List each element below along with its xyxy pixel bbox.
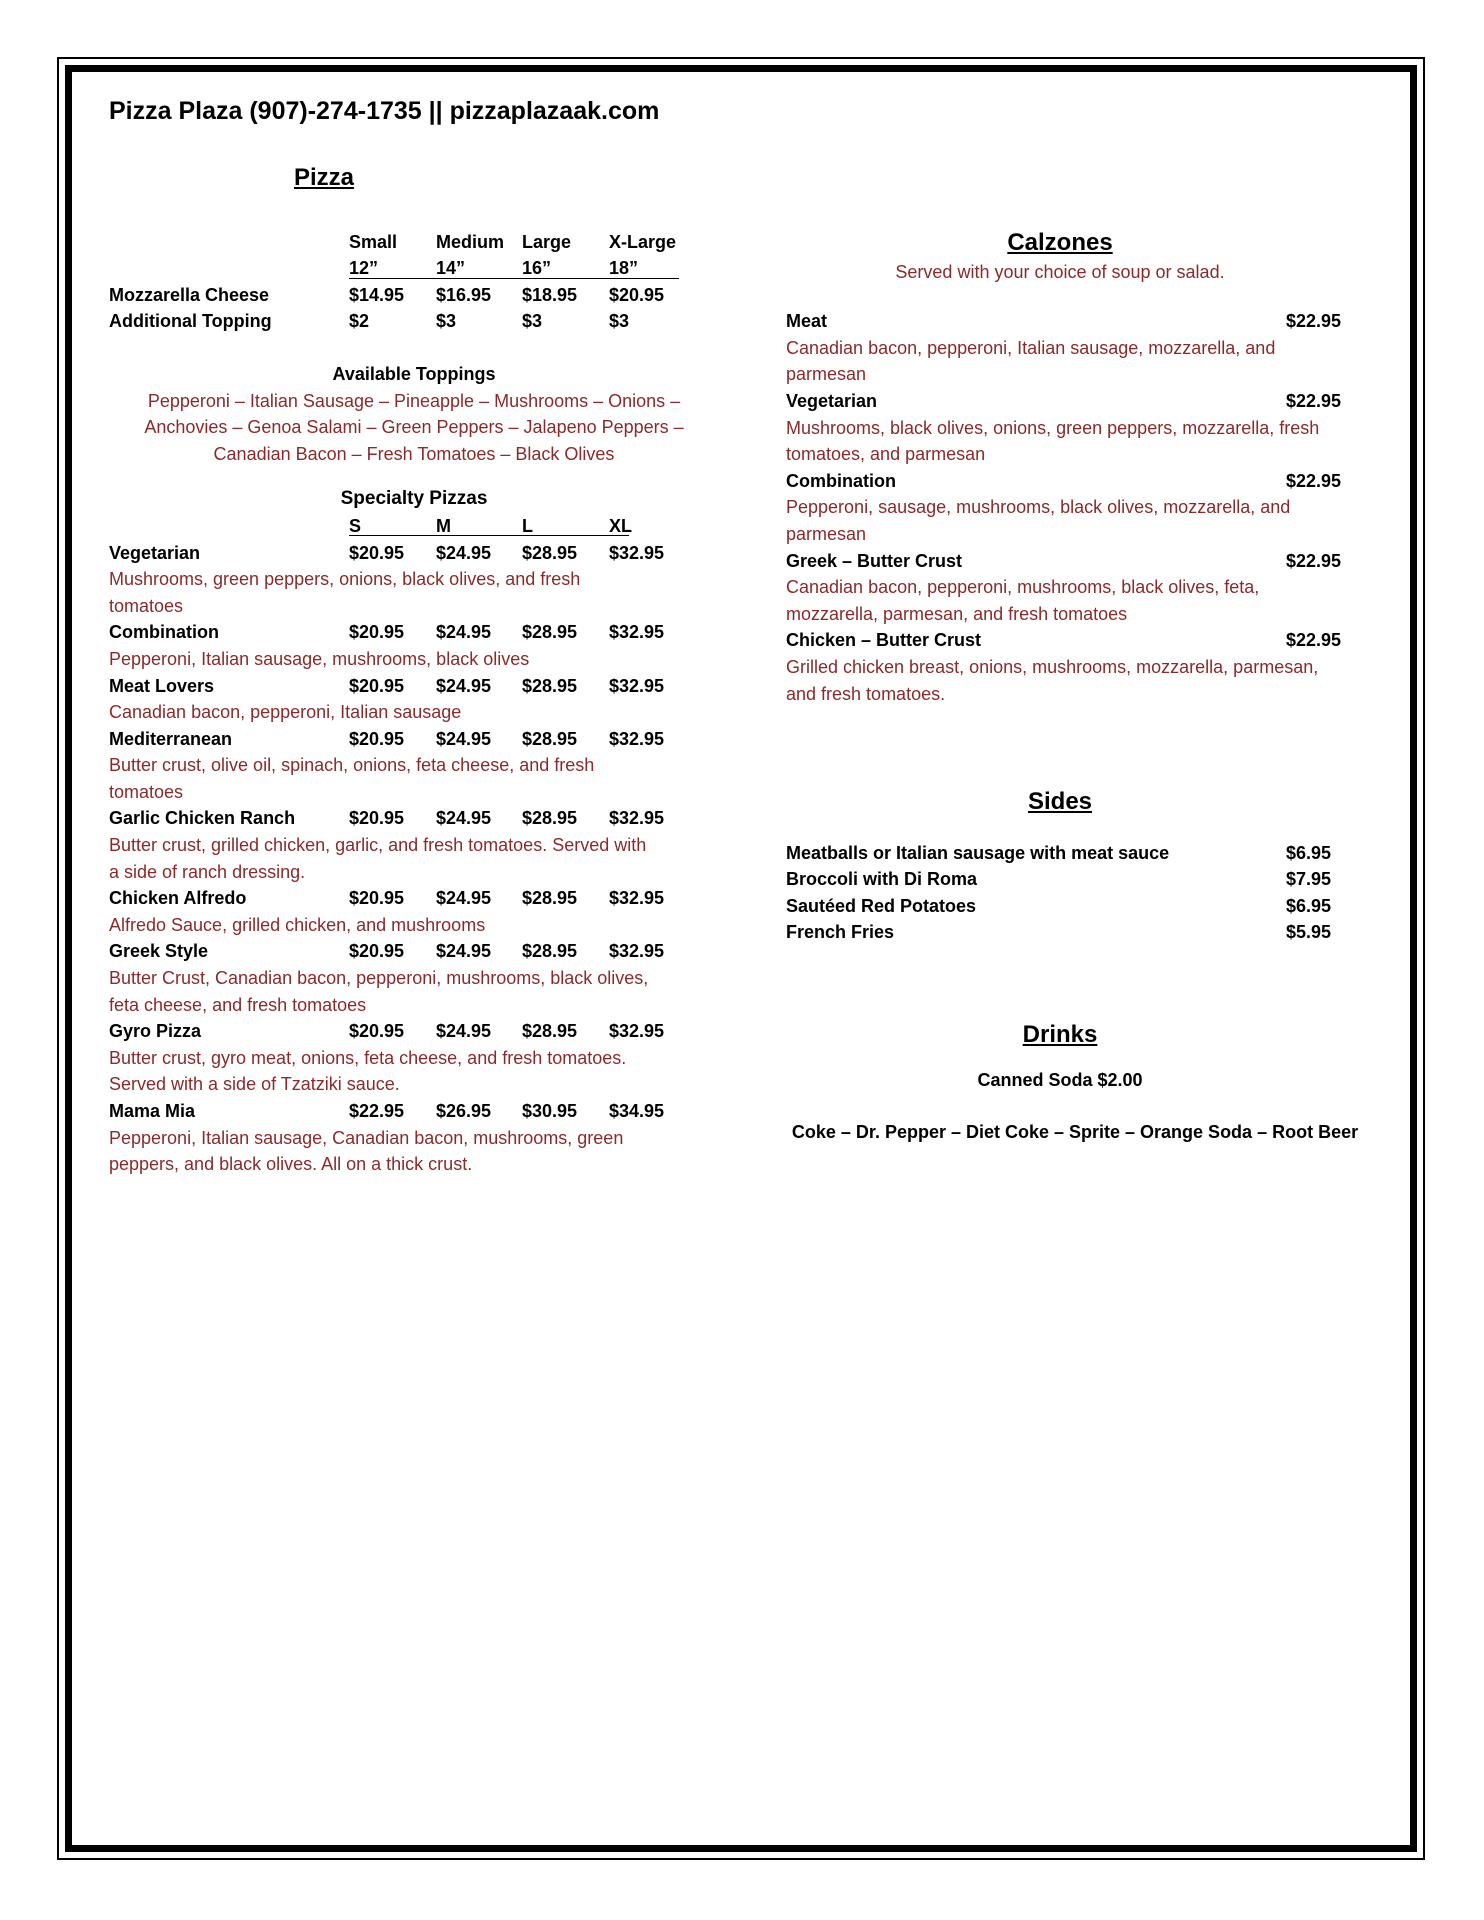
specialty-item [109, 726, 719, 753]
calzone-item [786, 468, 1386, 495]
specialty-description: Pepperoni, Italian sausage, mushrooms, black olives [109, 648, 530, 669]
drinks-section-title: Drinks [1022, 1021, 1098, 1049]
toppings-line: Anchovies – Genoa Salami – Green Peppers – Jalapeno Peppers – [144, 417, 684, 438]
size-underline [349, 513, 629, 536]
specialty-description: tomatoes [109, 595, 184, 616]
specialty-description: Mushrooms, green peppers, onions, black olives, and fresh [109, 569, 581, 590]
specialty-item [109, 1098, 719, 1125]
calzone-name: Vegetarian [786, 390, 878, 411]
size-name: Small [349, 231, 398, 252]
specialty-name: Gyro Pizza [109, 1021, 202, 1042]
price: $20.95 [349, 888, 405, 909]
size-label: L [522, 515, 533, 536]
price: $28.95 [522, 542, 578, 563]
price: $28.95 [522, 941, 578, 962]
price: $28.95 [522, 622, 578, 643]
price: $32.95 [609, 622, 665, 643]
specialty-name: Mediterranean [109, 728, 233, 749]
price: $32.95 [609, 941, 665, 962]
price: $24.95 [436, 941, 492, 962]
calzones-subtitle: Served with your choice of soup or salad. [895, 261, 1225, 282]
specialty-item [109, 619, 719, 646]
calzone-name: Chicken – Butter Crust [786, 630, 982, 651]
specialty-description: a side of ranch dressing. [109, 861, 306, 882]
pizza-row [109, 282, 719, 309]
size-name: X-Large [609, 231, 677, 252]
specialty-name: Vegetarian [109, 542, 201, 563]
price: $28.95 [522, 1021, 578, 1042]
calzone-item [786, 548, 1386, 575]
price: $32.95 [609, 888, 665, 909]
price: $20.95 [349, 675, 405, 696]
specialty-name: Meat Lovers [109, 675, 215, 696]
specialty-name: Chicken Alfredo [109, 888, 247, 909]
calzone-item [786, 627, 1386, 654]
toppings-line: Pepperoni – Italian Sausage – Pineapple – Mushrooms – Onions – [147, 390, 681, 411]
specialty-item [109, 1018, 719, 1045]
sides-section-title: Sides [1027, 788, 1093, 816]
side-name: Sautéed Red Potatoes [786, 895, 977, 916]
specialty-description: Butter crust, gyro meat, onions, feta cheese, and fresh tomatoes. [109, 1047, 627, 1068]
toppings-line: Canadian Bacon – Fresh Tomatoes – Black Olives [213, 443, 615, 464]
price: $26.95 [436, 1101, 492, 1121]
price: $22.95 [349, 1101, 405, 1121]
drinks-list: Coke – Dr. Pepper – Diet Coke – Sprite – Orange Soda – Root Beer [791, 1122, 1359, 1143]
side-name: Meatballs or Italian sausage with meat sauce [786, 842, 1170, 863]
price: $20.95 [349, 1021, 405, 1042]
calzone-description: Canadian bacon, pepperoni, Italian sausage, mozzarella, and [786, 337, 1276, 358]
specialty-description: Pepperoni, Italian sausage, Canadian bacon, mushrooms, green [109, 1127, 624, 1148]
toppings-title: Available Toppings [332, 363, 496, 384]
calzone-description: and fresh tomatoes. [786, 683, 946, 704]
specialty-description: Served with a side of Tzatziki sauce. [109, 1074, 400, 1095]
specialty-description: Butter Crust, Canadian bacon, pepperoni, mushrooms, black olives, [109, 968, 649, 989]
price: $28.95 [522, 728, 578, 749]
left-column [109, 165, 719, 1178]
specialty-item [109, 540, 719, 567]
price: $32.95 [609, 728, 665, 749]
price: $5.95 [1286, 922, 1332, 943]
price: $32.95 [609, 675, 665, 696]
side-item [786, 840, 1386, 867]
price: $20.95 [349, 728, 405, 749]
size-label: XL [609, 515, 633, 536]
price: $20.95 [609, 284, 665, 305]
calzone-item [786, 308, 1386, 335]
price: $2 [349, 311, 370, 332]
specialty-description: tomatoes [109, 781, 184, 802]
price: $20.95 [349, 808, 405, 829]
specialty-description: feta cheese, and fresh tomatoes [109, 994, 367, 1015]
price: $28.95 [522, 888, 578, 909]
page-title: Pizza Plaza (907)-274-1735 || pizzaplazaak.com [109, 97, 660, 125]
canned-soda: Canned Soda $2.00 [977, 1069, 1143, 1090]
price: $14.95 [349, 284, 405, 305]
specialty-description: Alfredo Sauce, grilled chicken, and mushrooms [109, 914, 486, 935]
specialty-item [109, 673, 719, 700]
price: $28.95 [522, 808, 578, 829]
pizza-row-name: Mozzarella Cheese [109, 284, 270, 305]
specialty-name: Combination [109, 622, 219, 643]
calzone-description: Mushrooms, black olives, onions, green peppers, mozzarella, fresh [786, 417, 1320, 438]
size-label: M [436, 515, 451, 536]
calzone-description: parmesan [786, 364, 867, 385]
size-inch: 12” [349, 258, 379, 279]
price: $30.95 [522, 1101, 578, 1121]
price: $20.95 [349, 542, 405, 563]
price: $34.95 [609, 1101, 665, 1121]
calzone-description: Grilled chicken breast, onions, mushrooms, mozzarella, parmesan, [786, 656, 1319, 677]
specialty-description: Butter crust, grilled chicken, garlic, and fresh tomatoes. Served with [109, 835, 647, 856]
price: $24.95 [436, 675, 492, 696]
calzone-list [786, 308, 1386, 707]
specialty-description: Canadian bacon, pepperoni, Italian sausage [109, 702, 462, 723]
calzone-item [786, 388, 1386, 415]
price: $20.95 [349, 941, 405, 962]
calzones-section-title: Calzones [1007, 229, 1113, 256]
calzone-name: Combination [786, 470, 896, 491]
calzone-description: mozzarella, parmesan, and fresh tomatoes [786, 603, 1128, 624]
price: $16.95 [436, 284, 492, 305]
price: $24.95 [436, 728, 492, 749]
price: $7.95 [1286, 869, 1332, 890]
specialty-name: Greek Style [109, 941, 209, 962]
size-name: Large [522, 231, 572, 252]
size-inch: 18” [609, 258, 639, 279]
specialty-item [109, 885, 719, 912]
size-name: Medium [436, 231, 505, 252]
pizza-size-inches [109, 255, 719, 282]
price: $24.95 [436, 888, 492, 909]
price: $24.95 [436, 622, 492, 643]
calzone-name: Meat [786, 311, 828, 332]
price: $18.95 [522, 284, 578, 305]
calzone-name: Greek – Butter Crust [786, 550, 963, 571]
price: $3 [436, 311, 457, 332]
specialty-description: peppers, and black olives. All on a thick crust. [109, 1154, 473, 1175]
specialty-name: Mama Mia [109, 1101, 196, 1121]
pizza-row-name: Additional Topping [109, 311, 272, 332]
price: $20.95 [349, 622, 405, 643]
specialty-description: Butter crust, olive oil, spinach, onions, feta cheese, and fresh [109, 755, 595, 776]
price: $6.95 [1286, 895, 1332, 916]
side-item [786, 919, 1386, 946]
price: $3 [522, 311, 543, 332]
size-inch: 14” [436, 258, 466, 279]
price: $6.95 [1286, 842, 1332, 863]
price: $22.95 [1286, 470, 1342, 491]
pizza-section-title: Pizza [293, 164, 355, 191]
price: $24.95 [436, 542, 492, 563]
side-name: Broccoli with Di Roma [786, 869, 978, 890]
price: $32.95 [609, 1021, 665, 1042]
specialty-name: Garlic Chicken Ranch [109, 808, 296, 829]
pizza-size-names [109, 229, 719, 256]
specialty-list [109, 540, 719, 1178]
side-name: French Fries [786, 922, 895, 943]
price: $32.95 [609, 542, 665, 563]
calzone-description: tomatoes, and parmesan [786, 444, 986, 465]
price: $22.95 [1286, 390, 1342, 411]
calzone-description: parmesan [786, 523, 867, 544]
pizza-row [109, 308, 719, 335]
calzone-description: Pepperoni, sausage, mushrooms, black olives, mozzarella, and [786, 497, 1291, 518]
size-inch: 16” [522, 258, 552, 279]
price: $24.95 [436, 1021, 492, 1042]
specialty-item [109, 938, 719, 965]
side-item [786, 866, 1386, 893]
specialty-size-labels [109, 513, 719, 540]
price: $22.95 [1286, 550, 1342, 571]
sides-list [786, 840, 1386, 946]
price: $22.95 [1286, 311, 1342, 332]
specialty-title: Specialty Pizzas [340, 488, 488, 510]
price: $28.95 [522, 675, 578, 696]
specialty-item [109, 805, 719, 832]
right-column [786, 230, 1386, 1146]
price: $22.95 [1286, 630, 1342, 651]
size-label: S [349, 515, 362, 536]
price: $24.95 [436, 808, 492, 829]
side-item [786, 893, 1386, 920]
price: $3 [609, 311, 630, 332]
calzone-description: Canadian bacon, pepperoni, mushrooms, black olives, feta, [786, 577, 1260, 598]
price: $32.95 [609, 808, 665, 829]
